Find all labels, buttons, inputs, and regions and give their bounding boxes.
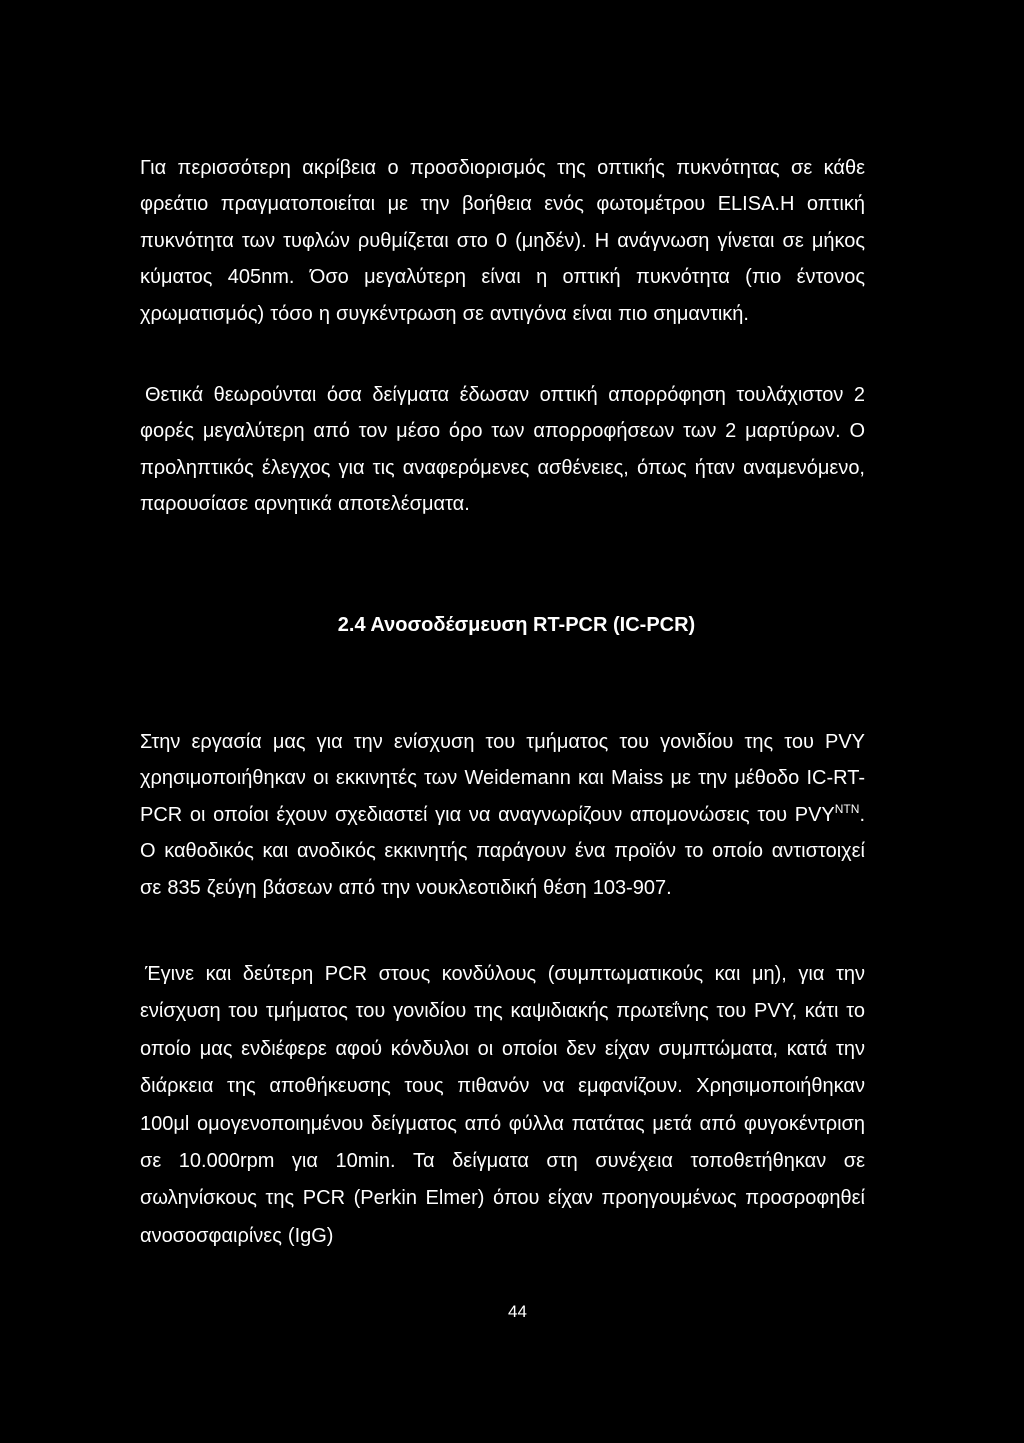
paragraph-primers-text-end: . Ο καθοδικός και ανοδικός εκκινητής παράγουν ένα προϊόν το οποίο αντιστοιχεί σε 835 ζεύγη βάσεων από την νουκλεοτιδική θέση 103-907. [140, 803, 865, 899]
paragraph-positive-samples: Θετικά θεωρούνται όσα δείγματα έδωσαν οπτική απορρόφηση τουλάχιστον 2 φορές μεγαλύτερη από τον μέσο όρο των απορροφήσεων των 2 μαρτύρων. Ο προληπτικός έλεγχος για τις αναφερόμενες ασθένειες, όπως ήταν αναμενόμενο, παρουσίασε αρνητικά αποτελέσματα. [140, 384, 865, 516]
section-heading: 2.4 Ανοσοδέσμευση RT-PCR (IC-PCR) [337, 614, 696, 636]
document-page [140, 0, 865, 1443]
page-number: 44 [508, 1302, 527, 1321]
paragraph-elisa-measurement: Για περισσότερη ακρίβεια ο προσδιορισμός της οπτικής πυκνότητας σε κάθε φρεάτιο πραγματοποιείται με την βοήθεια ενός φωτομέτρου ELISA.Η οπτική πυκνότητα των τυφλών ρυθμίζεται στο 0 (μηδέν). Η ανάγνωση γίνεται σε μήκος κύματος 405nm. Όσο μεγαλύτερη είναι η οπτική πυκνότητα (πιο έντονος χρωματισμός) τόσο η συγκέντρωση σε αντιγόνα είναι πιο σημαντική. [140, 157, 865, 325]
ntn-superscript: NTN [834, 801, 860, 816]
paragraph-primers [140, 724, 865, 906]
paragraph-second-pcr: Έγινε και δεύτερη PCR στους κονδύλους (συμπτωματικούς και μη), για την ενίσχυση του τμήματος του γονιδίου της καψιδιακής πρωτεΐνης του PVY, κάτι το οποίο μας ενδιέφερε αφού κόνδυλοι οι οποίοι δεν είχαν συμπτώματα, κατά την διάρκεια της αποθήκευσης τους πιθανόν να εμφανίζουν. Χρησιμοποιήθηκαν 100μl ομογενοποιημένου δείγματος από φύλλα πατάτας μετά από φυγοκέντριση σε 10.000rpm για 10min. Τα δείγματα στη συνέχεια τοποθετήθηκαν σε σωληνίσκους της PCR (Perkin Elmer) όπου είχαν προηγουμένως προσροφηθεί ανοσοσφαιρίνες (IgG) [140, 963, 865, 1247]
paragraph-primers-text-start: Στην εργασία μας για την ενίσχυση του τμήματος του γονιδίου της του PVY χρησιμοποιήθηκαν οι εκκινητές των Weidemann και Maiss με την μέθοδο IC-RT-PCR οι οποίοι έχουν σχεδιαστεί για να αναγνωρίζουν απομονώσεις του PVY [140, 731, 865, 826]
